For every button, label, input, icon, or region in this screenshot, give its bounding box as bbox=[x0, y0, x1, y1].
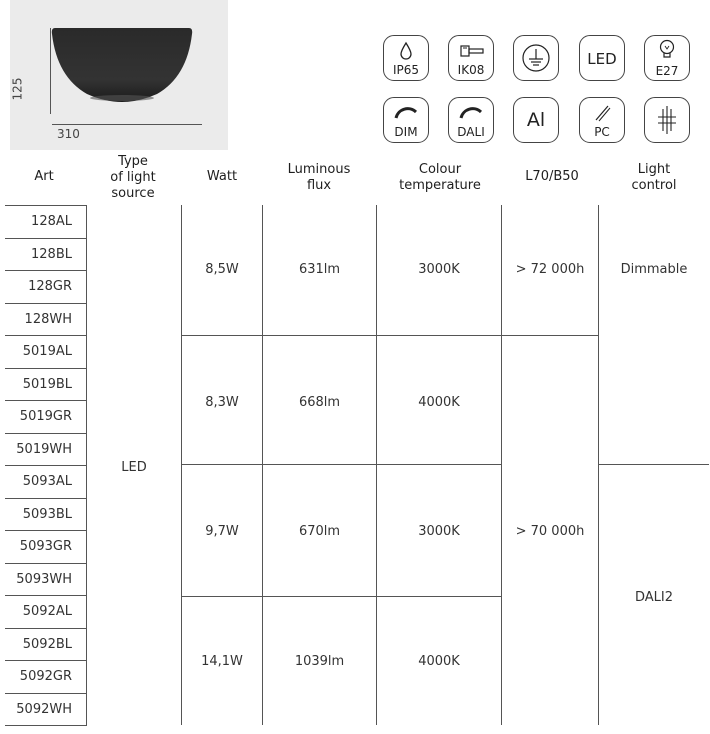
article-cell: 5019AL bbox=[22, 344, 72, 359]
dali-label: DALI bbox=[457, 125, 485, 139]
ik-rating-label: IK08 bbox=[457, 63, 485, 77]
lamp-lens-icon bbox=[644, 97, 690, 143]
group-3-flux: 670lm bbox=[298, 524, 341, 539]
header-luminous-flux: Luminous flux bbox=[287, 162, 351, 193]
article-cell: 5093GR bbox=[19, 539, 72, 554]
bulb-icon bbox=[644, 37, 690, 65]
dali-arc-icon bbox=[448, 100, 494, 126]
article-cell: 5093WH bbox=[16, 571, 72, 587]
diffuser-icon bbox=[579, 100, 625, 126]
e27-bulb-icon bbox=[644, 35, 690, 81]
group-3-colour: 3000K bbox=[418, 524, 460, 539]
header-type-of-light-source: Type of light source bbox=[110, 154, 156, 201]
group-divider-3 bbox=[182, 596, 502, 597]
group-4-watt: 14,1W bbox=[201, 654, 243, 669]
aluminium-icon bbox=[513, 97, 559, 143]
column-divider-colour bbox=[501, 205, 502, 725]
article-cell: 5093BL bbox=[22, 506, 72, 522]
light-source-cell: LED bbox=[121, 460, 147, 475]
column-divider-watt bbox=[262, 205, 263, 725]
led-icon bbox=[579, 35, 625, 81]
ip-rating-label: IP65 bbox=[392, 63, 420, 77]
height-dimension-line bbox=[50, 28, 51, 114]
header-art: Art bbox=[34, 169, 54, 184]
dali-icon bbox=[448, 97, 494, 143]
dim-icon bbox=[383, 97, 429, 143]
group-2-flux: 668lm bbox=[298, 395, 341, 410]
header-colour-temperature: Colour temperature bbox=[399, 162, 481, 193]
article-cell: 5019GR bbox=[19, 409, 72, 424]
group-4-flux: 1039lm bbox=[294, 654, 345, 669]
polycarbonate-icon bbox=[579, 97, 625, 143]
article-cell: 5093AL bbox=[22, 474, 72, 489]
product-image-panel bbox=[10, 0, 228, 150]
aluminium-label: Al bbox=[526, 109, 546, 131]
article-cell: 5092WH bbox=[16, 701, 72, 717]
ik-rating-icon bbox=[448, 35, 494, 81]
dim-label: DIM bbox=[394, 125, 418, 139]
row-divider bbox=[5, 205, 87, 206]
article-cell: 128WH bbox=[24, 311, 72, 327]
group-divider-1 bbox=[182, 335, 599, 336]
article-cell: 128BL bbox=[31, 246, 72, 262]
header-light-control: Light control bbox=[631, 162, 677, 193]
group-2-watt: 8,3W bbox=[205, 395, 239, 410]
row-divider bbox=[5, 465, 87, 466]
article-cell: 128AL bbox=[31, 214, 72, 229]
ip-rating-icon bbox=[383, 35, 429, 81]
row-divider bbox=[5, 238, 87, 239]
row-divider bbox=[5, 400, 87, 401]
article-cell: 5092GR bbox=[19, 669, 72, 684]
article-cell: 5019WH bbox=[16, 441, 72, 457]
height-dimension: 125 bbox=[10, 77, 25, 101]
group-2-colour: 4000K bbox=[418, 395, 460, 410]
row-divider bbox=[5, 335, 87, 336]
group-1-watt: 8,5W bbox=[205, 262, 239, 277]
row-divider bbox=[5, 660, 87, 661]
row-divider bbox=[5, 433, 87, 434]
row-divider bbox=[5, 498, 87, 499]
control-dimmable: Dimmable bbox=[620, 262, 688, 277]
group-1-colour: 3000K bbox=[418, 262, 460, 277]
led-label: LED bbox=[587, 50, 617, 68]
lifetime-2: > 70 000h bbox=[515, 524, 585, 539]
water-drop-icon bbox=[383, 38, 429, 64]
hammer-icon bbox=[448, 38, 494, 64]
group-1-flux: 631lm bbox=[298, 262, 341, 277]
header-watt: Watt bbox=[206, 169, 238, 184]
e27-label: E27 bbox=[655, 64, 679, 78]
row-divider bbox=[5, 563, 87, 564]
control-dali2: DALI2 bbox=[634, 590, 674, 605]
control-divider bbox=[599, 464, 709, 465]
group-divider-2 bbox=[182, 464, 502, 465]
group-3-watt: 9,7W bbox=[205, 524, 239, 539]
header-l70-b50: L70/B50 bbox=[525, 169, 579, 184]
row-divider bbox=[5, 368, 87, 369]
row-divider bbox=[5, 595, 87, 596]
article-cell: 128GR bbox=[28, 279, 72, 294]
article-cell: 5092BL bbox=[22, 636, 72, 652]
column-divider-l70 bbox=[598, 205, 599, 725]
column-divider-flux bbox=[376, 205, 377, 725]
width-dimension-line bbox=[52, 124, 202, 125]
row-divider bbox=[5, 270, 87, 271]
lifetime-1: > 72 000h bbox=[515, 262, 585, 277]
row-divider bbox=[5, 303, 87, 304]
article-cell: 5019BL bbox=[22, 376, 72, 392]
earth-ground-icon bbox=[513, 35, 559, 81]
wall-lamp-image bbox=[47, 22, 197, 104]
column-divider-type bbox=[181, 205, 182, 725]
row-divider bbox=[5, 530, 87, 531]
width-dimension: 310 bbox=[57, 127, 80, 141]
row-divider bbox=[5, 693, 87, 694]
dimmer-arc-icon bbox=[383, 100, 429, 126]
group-4-colour: 4000K bbox=[418, 654, 460, 669]
row-divider bbox=[5, 725, 87, 726]
article-cell: 5092AL bbox=[22, 604, 72, 619]
pc-label: PC bbox=[594, 125, 610, 139]
row-divider bbox=[5, 628, 87, 629]
